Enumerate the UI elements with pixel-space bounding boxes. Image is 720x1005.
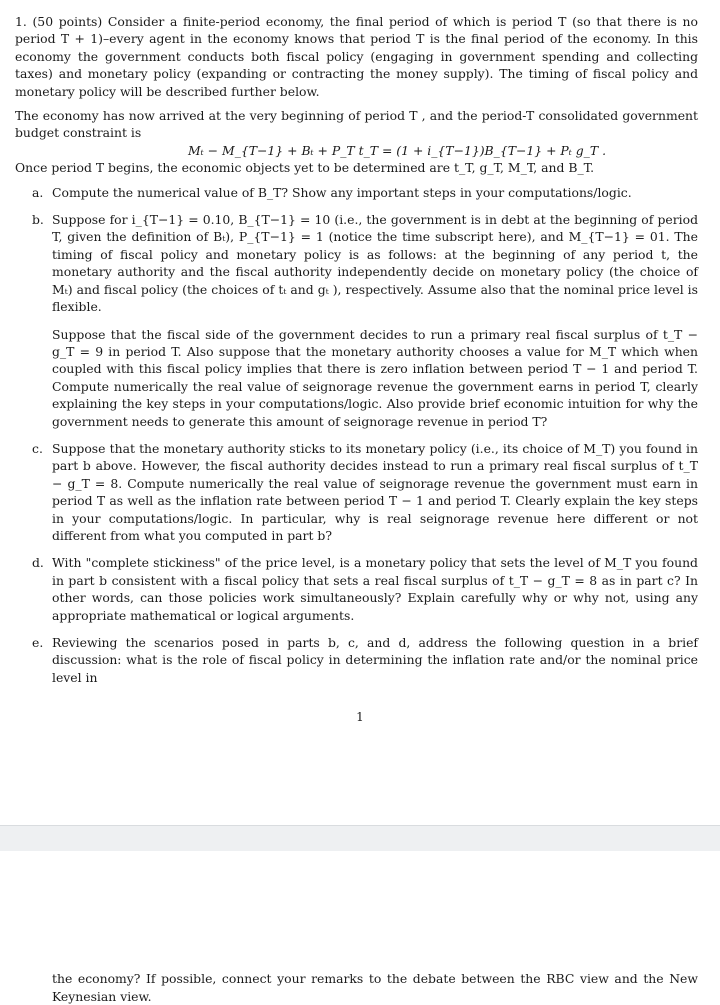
page-number: 1 bbox=[356, 710, 364, 724]
part-a bbox=[15, 184, 698, 201]
page-separator bbox=[0, 825, 720, 852]
part-label: a. bbox=[32, 184, 44, 200]
part-text: With "complete stickiness" of the price level, is a monetary policy that sets the level of M_T you found in part b consistent with a fiscal policy that sets a real fiscal surplus of t_T − g_T = 8 as in part c? In other words, can those policies work simultaneously? Explain carefully why or why not, using any appropriate mathematical or logical arguments. bbox=[52, 555, 698, 623]
part-text-continued: Suppose that the fiscal side of the government decides to run a primary real fiscal surplus of t_T − g_T = 9 in period T. Also suppose that the monetary authority chooses a value for M_T which when coupled with this fiscal policy implies that there is zero inflation between period T − 1 and period T. Compute numerically the real value of seignorage revenue the government earns in period T, clearly explaining the key steps in your computations/logic. Also provide brief economic intuition for why the government needs to generate this amount of seignorage revenue in period T? bbox=[52, 326, 698, 429]
part-label: b. bbox=[32, 212, 44, 228]
part-e-continuation: the economy? If possible, connect your remarks to the debate between the RBC view and the New Keynesian view. bbox=[52, 971, 698, 1004]
part-text: Suppose for i_{T−1} = 0.10, B_{T−1} = 10 (i.e., the government is in debt at the beginning of period T, given the definition of Bₜ), P_{T−1} = 1 (notice the time subscript here), and M_{T−1} = 01. The timing of fiscal policy and monetary policy is as follows: at the beginning of any period t, the monetary authority and the fiscal authority independently decide on monetary policy (the choice of Mₜ) and fiscal policy (the choices of tₜ and gₜ ), respectively. Assume also that the nominal price level is flexible. bbox=[52, 212, 698, 315]
part-c bbox=[15, 440, 698, 544]
question-intro: 1. (50 points) Consider a finite-period economy, the final period of which is period T (so that there is no period T + 1)–every agent in the economy knows that period T is the final period of the economy. In this economy the government conducts both fiscal policy (engaging in government spending and collecting taxes) and monetary policy (expanding or contracting the money supply). The timing of fiscal policy and monetary policy will be described further below. bbox=[15, 14, 698, 99]
part-b bbox=[15, 211, 698, 430]
budget-setup: The economy has now arrived at the very beginning of period T , and the period-T consolidated government budget constraint is bbox=[15, 108, 698, 141]
part-e bbox=[15, 634, 698, 686]
part-text: Suppose that the monetary authority sticks to its monetary policy (i.e., its choice of M_T) you found in part b above. However, the fiscal authority decides instead to run a primary real fiscal surplus of t_T − g_T = 8. Compute numerically the real value of seignorage revenue the government must earn in period T as well as the inflation rate between period T − 1 and period T. Clearly explain the key steps in your computations/logic. In particular, why is real seignorage revenue here different or not different from what you computed in part b? bbox=[52, 440, 698, 543]
part-label: e. bbox=[32, 635, 44, 650]
budget-equation: Mₜ − M_{T−1} + Bₜ + P_T t_T = (1 + i_{T−1})B_{T−1} + Pₜ g_T . bbox=[188, 142, 607, 158]
undetermined-objects: Once period T begins, the economic objects yet to be determined are t_T, g_T, M_T, and B_T. bbox=[15, 160, 595, 176]
question-body bbox=[15, 13, 698, 696]
question-parts bbox=[15, 184, 698, 687]
part-text: Reviewing the scenarios posed in parts b, c, and d, address the following question in a brief discussion: what is the role of fiscal policy in determining the inflation rate and/or the nominal price level in bbox=[52, 635, 698, 685]
part-text: Compute the numerical value of B_T? Show any important steps in your computations/logic. bbox=[52, 184, 632, 200]
part-label: c. bbox=[32, 440, 43, 456]
document-page-2 bbox=[0, 851, 720, 1004]
part-d bbox=[15, 554, 698, 624]
part-label: d. bbox=[32, 555, 44, 571]
